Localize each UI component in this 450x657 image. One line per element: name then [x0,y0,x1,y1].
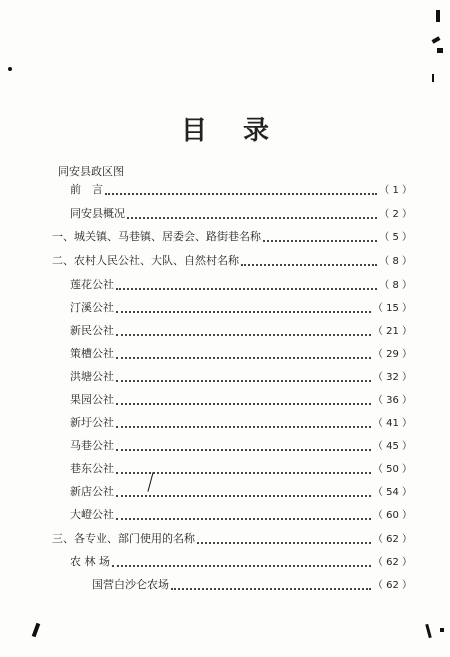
leader-dots [116,488,371,497]
toc-entry-page: （ 2 ） [379,209,412,220]
toc-entry-label: 新圩公社 [70,416,114,429]
toc-entry-commune[interactable] [70,416,412,431]
toc-entry-commune[interactable] [70,462,412,477]
leader-dots [263,233,377,242]
toc-entry-commune[interactable] [70,324,412,339]
toc-entry-page: （ 15 ） [372,303,412,314]
toc-entry-label: 农 林 场 [70,555,110,568]
leader-dots [116,465,371,474]
scan-mark [8,67,12,71]
toc-entry-label: 巷东公社 [70,462,114,475]
toc-entry-overview[interactable] [70,207,412,222]
toc-entry-label: 同安县概况 [70,207,125,220]
toc-entry-page: （ 29 ） [372,349,412,360]
toc-entry-preface[interactable] [70,183,412,198]
leader-dots [197,535,371,544]
toc-entry-commune[interactable] [70,439,412,454]
leader-dots [116,304,371,313]
map-heading: 同安县政区图 [58,165,124,178]
toc-entry-page: （ 54 ） [372,487,412,498]
leader-dots [116,419,371,428]
toc-entry-page: （ 50 ） [372,464,412,475]
toc-entry-commune[interactable] [70,301,412,316]
toc-entry-page: （ 60 ） [372,510,412,521]
toc-entry-page: （ 1 ） [379,185,412,196]
toc-entry-label: 果园公社 [70,393,114,406]
leader-dots [105,186,377,195]
toc-entry-label: 莲花公社 [70,278,114,291]
toc-entry-commune[interactable] [70,347,412,362]
toc-entry-label: 洪塘公社 [70,370,114,383]
scan-mark [32,623,41,638]
leader-dots [116,350,371,359]
title-char-1: 目 [180,116,207,146]
toc-entry-commune[interactable] [70,508,412,523]
toc-entry-label: 汀溪公社 [70,301,114,314]
scan-mark [425,624,432,638]
toc-entry-page: （ 45 ） [372,441,412,452]
toc-entry-label: 一、城关镇、马巷镇、居委会、路街巷名称 [52,230,261,243]
toc-entry-label: 马巷公社 [70,439,114,452]
title-char-2: 录 [243,116,270,146]
toc-entry-section-2[interactable] [52,254,412,269]
toc-entry-section-3[interactable] [52,532,412,547]
toc-entry-page: （ 21 ） [372,326,412,337]
toc-entry-label: 新民公社 [70,324,114,337]
toc-entry-page: （ 41 ） [372,418,412,429]
scan-mark [432,36,441,43]
leader-dots [116,511,371,520]
toc-entry-commune[interactable] [70,485,412,500]
leader-dots [127,210,377,219]
scan-mark [432,74,434,82]
toc-entry-section-1[interactable] [52,230,412,245]
leader-dots [112,558,371,567]
toc-entry-label: 国营白沙仑农场 [92,578,169,591]
toc-entry-label: 二、农村人民公社、大队、自然村名称 [52,254,239,267]
page-title [0,110,450,147]
toc-entry-commune[interactable] [70,393,412,408]
toc-entry-page: （ 5 ） [379,232,412,243]
leader-dots [116,327,371,336]
toc-entry-commune[interactable] [70,370,412,385]
toc-entry-page: （ 8 ） [379,280,412,291]
leader-dots [241,257,377,266]
leader-dots [116,281,377,290]
scan-mark [436,10,440,22]
toc-entry-page: （ 62 ） [372,557,412,568]
leader-dots [171,581,371,590]
toc-entry-label: 策槽公社 [70,347,114,360]
toc-entry-label: 新店公社 [70,485,114,498]
leader-dots [116,373,371,382]
scan-mark [437,48,443,53]
toc-entry-page: （ 36 ） [372,395,412,406]
toc-entry-label: 大嶝公社 [70,508,114,521]
toc-entry-page: （ 62 ） [372,534,412,545]
toc-entry-label: 前 言 [70,183,103,196]
toc-entry-state-farm[interactable] [92,578,412,593]
scan-mark [440,628,444,632]
toc-entry-farms[interactable] [70,555,412,570]
toc-entry-page: （ 32 ） [372,372,412,383]
toc-entry-commune[interactable] [70,278,412,293]
leader-dots [116,396,371,405]
toc-entry-page: （ 8 ） [379,256,412,267]
leader-dots [116,442,371,451]
toc-entry-page: （ 62 ） [372,580,412,591]
toc-entry-label: 三、各专业、部门使用的名称 [52,532,195,545]
